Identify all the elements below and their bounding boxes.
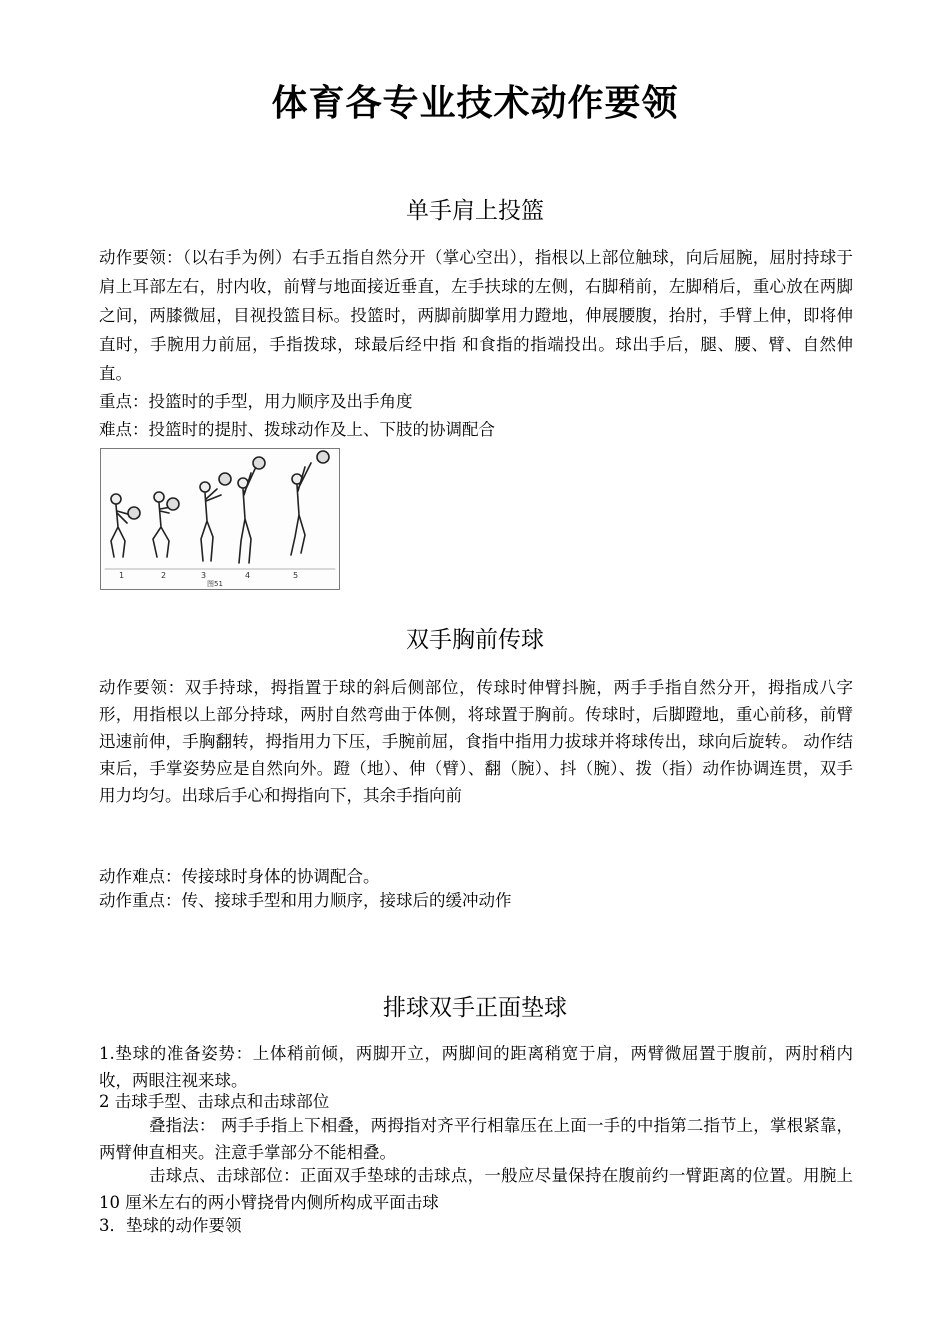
- chest-pass-technique-text: 动作要领：双手持球，拇指置于球的斜后侧部位，传球时伸臂抖腕，两手手指自然分开，拇指成八字形，用指根以上部分持球，两肘自然弯曲于体侧，将球置于胸前。传球时，后脚蹬地，重心前移，前臂迅速前伸，手胸翻转，拇指用力下压，手腕前屈，食指中指用力拔球并将球传出，球向后旋转。 动作结束后，手掌姿势应是自然向外。蹬（地）、伸（臂）、翻（腕）、抖（腕）、拨（指）动作协调连贯，双手用力均匀。出球后手心和拇指向下，其余手指向前: [99, 678, 853, 805]
- dig-hand-shape-heading: 2 击球手型、击球点和击球部位: [99, 1092, 330, 1111]
- step-label-3: 3: [201, 571, 207, 580]
- step-label-4: 4: [245, 571, 251, 580]
- jump-shot-difficulty: 难点：投篮时的提肘、拨球动作及上、下肢的协调配合: [99, 420, 495, 439]
- jump-shot-figure-drawing: [101, 449, 339, 589]
- dig-contact-point-text: 击球点、击球部位：正面双手垫球的击球点，一般应尽量保持在腹前约一臂距离的位置。用腕上 10 厘米左右的两小臂挠骨内侧所构成平面击球: [99, 1166, 853, 1212]
- jump-shot-technique-text: 动作要领：（以右手为例）右手五指自然分开（掌心空出），指根以上部位触球，向后屈腕，屈肘持球于肩上耳部左右，肘内收，前臂与地面接近垂直，左手扶球的左侧，右脚稍前，左脚稍后，重心放在两脚之间，两膝微屈，目视投篮目标。投篮时，两脚前脚掌用力蹬地，伸展腰腹，抬肘，手臂上伸，即将伸直时，手腕用力前屈，手指拨球，球最后经中指 和食指的指端投出。球出手后，腿、腰、臂、自然伸直。: [99, 248, 853, 383]
- step-label-1: 1: [119, 571, 125, 580]
- jump-shot-key-point: 重点：投篮时的手型，用力顺序及出手角度: [99, 392, 413, 411]
- dig-technique-heading: 3．垫球的动作要领: [99, 1216, 242, 1235]
- dig-finger-overlap-text: 叠指法： 两手手指上下相叠，两拇指对齐平行相靠压在上面一手的中指第二指节上，掌根紧靠，两臂伸直相夹。注意手掌部分不能相叠。: [99, 1116, 853, 1162]
- chest-pass-key-point: 动作重点：传、接球手型和用力顺序，接球后的缓冲动作: [99, 891, 512, 910]
- section-heading-jump-shot: 单手肩上投篮: [406, 198, 544, 224]
- section-heading-chest-pass: 双手胸前传球: [406, 627, 544, 653]
- dig-ready-position-text: 1.垫球的准备姿势：上体稍前倾，两脚开立，两脚间的距离稍宽于肩，两臂微屈置于腹前，两肘稍内收，两眼注视来球。: [99, 1044, 853, 1090]
- figure-caption: 图51: [207, 580, 223, 588]
- section-heading-volleyball-dig: 排球双手正面垫球: [383, 995, 567, 1021]
- page-title: 体育各专业技术动作要领: [271, 83, 679, 124]
- step-label-2: 2: [161, 571, 167, 580]
- step-label-5: 5: [293, 571, 299, 580]
- jump-shot-illustration: [100, 448, 340, 590]
- chest-pass-difficulty: 动作难点：传接球时身体的协调配合。: [99, 867, 380, 886]
